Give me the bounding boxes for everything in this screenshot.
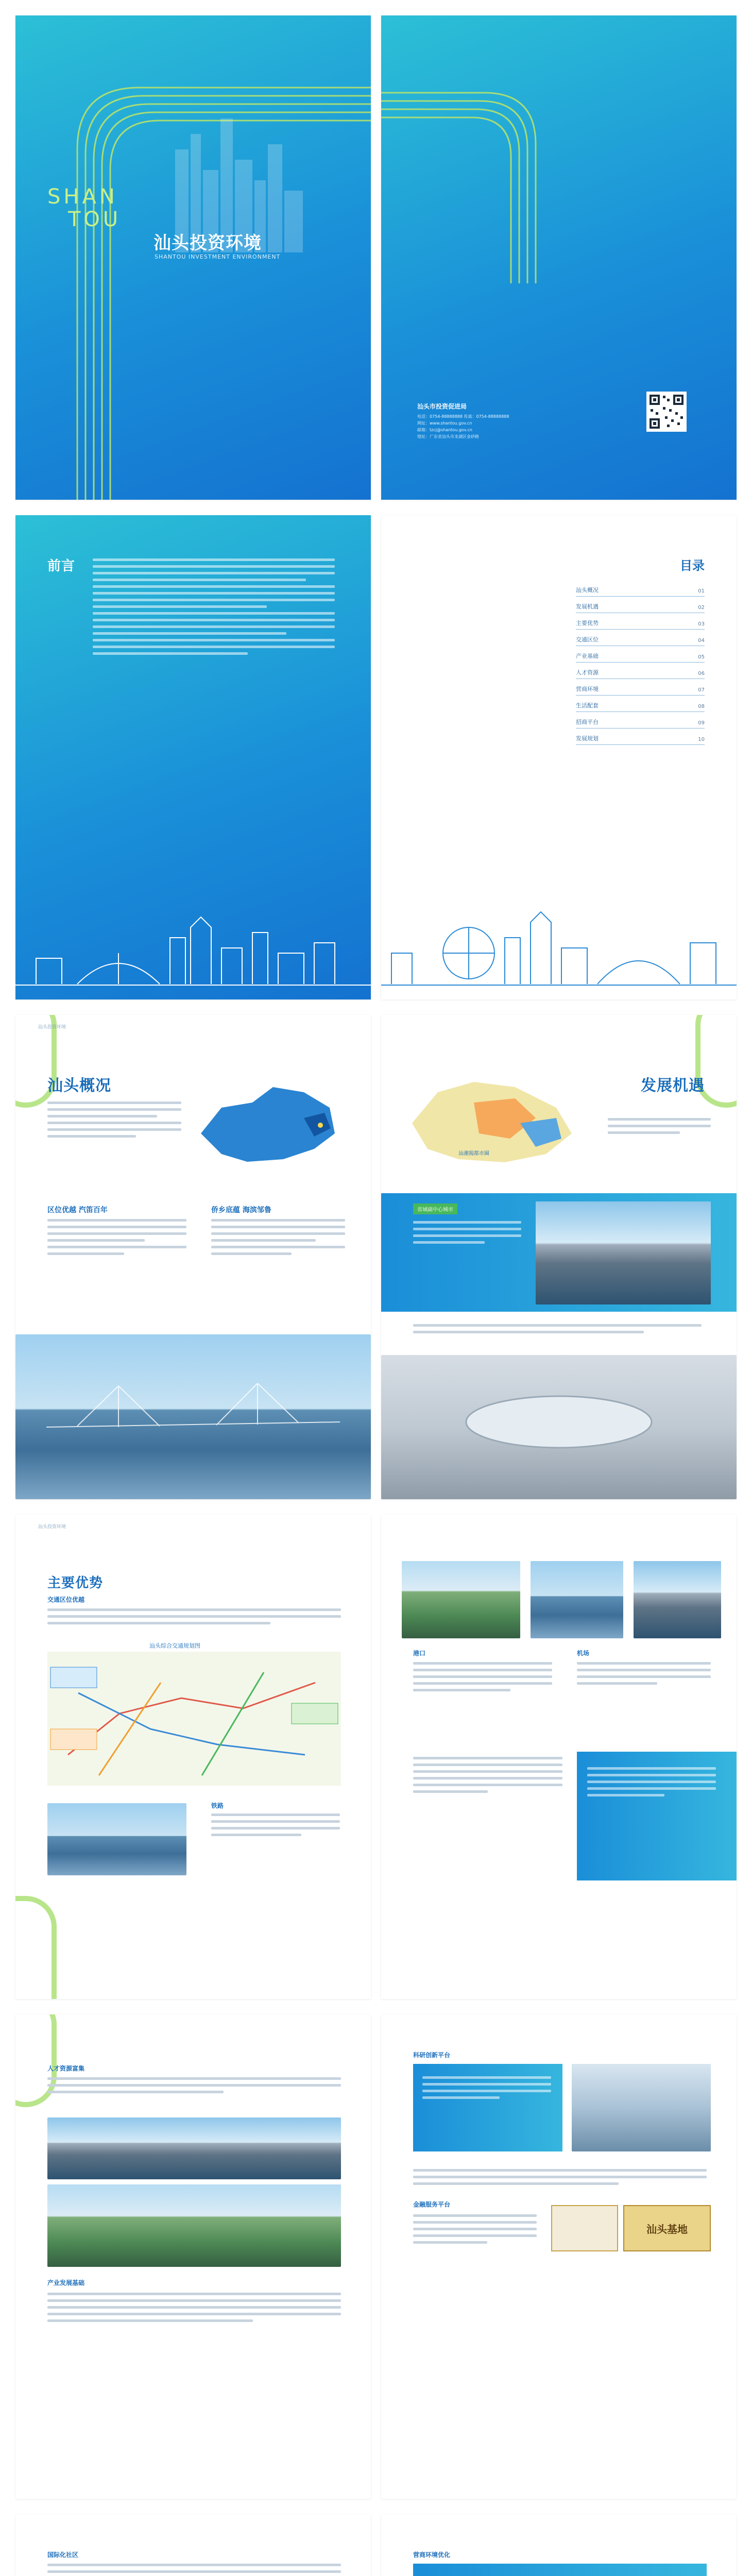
cover-title: 汕头投资环境 [153,233,262,253]
running-head: 汕头投资环境 [38,1025,66,1030]
cover-brand-en-top: SHAN [47,185,118,209]
toc-item[interactable] [576,681,705,696]
preface-text-block [93,558,335,659]
policy-banner [413,2564,707,2576]
opportunity-heading: 发展机遇 [641,1077,705,1095]
platform-text [413,2214,537,2248]
toc-item[interactable] [576,582,705,597]
advantages-sub-airport: 机场 [577,1650,590,1657]
toc-item[interactable] [576,632,705,646]
back-contact-line: 地址：广东省汕头市龙湖区金砂路 [417,434,479,439]
toc-item-page: 04 [698,638,705,643]
toc-item-label: 生活配套 [576,702,599,709]
overview-col1-text [47,1219,186,1259]
port-photo [402,1561,520,1638]
toc-item-page: 06 [698,671,705,676]
toc-item-label: 交通区位 [576,636,599,643]
port-text [413,1662,552,1696]
lab-band-text [422,2076,551,2103]
back-contact-line: 邮箱：tzcj@shantou.gov.cn [417,428,472,432]
rail-text [211,1814,340,1840]
toc-item-page: 09 [698,720,705,726]
transport-map-title: 汕头综合交通规划图 [149,1642,200,1649]
innovation-page [381,2014,737,2499]
toc-item[interactable] [576,665,705,679]
talent-text [47,2077,341,2097]
toc-item-label: 发展规划 [576,735,599,742]
industry-text [47,2293,341,2326]
university-photo [47,2117,341,2179]
policy-heading: 营商环境优化 [413,2551,451,2558]
back-contact-line: 电话：0754-88888888 传真：0754-88888888 [417,414,509,419]
running-head: 汕头投资环境 [38,1524,66,1530]
seal-text: 汕头基地 [646,2223,688,2235]
toc-item-page: 01 [698,588,705,594]
advantages-text-2 [413,1757,562,1797]
toc-item-page: 03 [698,621,705,627]
toc-item-page: 02 [698,605,705,611]
cover-brand-en-bottom: TOU [68,208,122,231]
preface-page [15,515,371,999]
stadium-photo [381,1355,737,1499]
overview-col2-text [211,1219,345,1259]
bridge-photo [15,1334,371,1499]
toc-item-label: 招商平台 [576,719,599,725]
toc-item-page: 07 [698,687,705,693]
overview-sub-1: 区位优越 汽笛百年 [47,1206,108,1214]
toc-item[interactable] [576,599,705,613]
overview-heading: 汕头概况 [47,1077,111,1095]
talent-sub-2: 产业发展基础 [47,2279,85,2286]
life-page [15,2514,371,2576]
guangdong-map [191,1072,345,1175]
city-cluster-map [402,1061,587,1175]
lab-text [413,2169,707,2189]
back-cover [381,15,737,500]
advantages-band-text [587,1767,716,1801]
preface-heading: 前言 [47,558,76,574]
toc-item-label: 汕头概况 [576,587,599,594]
toc-page [381,515,737,999]
life-text [47,2564,341,2576]
cover-subtitle: SHANTOU INVESTMENT ENVIRONMENT [155,253,281,260]
opportunity-band-text [413,1221,521,1248]
front-cover [15,15,371,500]
back-org: 汕头市投资促进局 [417,403,467,410]
railway-photo [634,1561,721,1638]
life-sub-1: 国际化社区 [47,2551,79,2558]
advantages-sub-rail: 铁路 [211,1802,224,1809]
toc-item-label: 发展机遇 [576,603,599,610]
toc-item-label: 人才资源 [576,669,599,676]
toc-item-page: 05 [698,654,705,660]
advantages-text [47,1608,341,1629]
toc-item[interactable] [576,648,705,663]
lab-photo [572,2064,711,2151]
city-photo [536,1201,711,1304]
policy-page [381,2514,737,2576]
back-contact [417,413,509,440]
certificate-plaque-2 [623,2205,711,2251]
overview-page [15,1015,371,1499]
toc-item-label: 营商环境 [576,686,599,692]
toc-item-page: 10 [698,737,705,742]
opportunity-text-2 [413,1324,702,1337]
overview-text-block [47,1101,181,1142]
toc-item[interactable] [576,698,705,712]
airport-text [577,1662,711,1689]
toc-item-label: 产业基础 [576,653,599,659]
toc-item[interactable] [576,731,705,745]
campus-photo [47,2184,341,2267]
advantages-heading: 主要优势 [47,1575,104,1591]
toc-item[interactable] [576,615,705,630]
platform-heading: 金融服务平台 [413,2201,451,2208]
talent-page [15,2014,371,2499]
toc-heading: 目录 [680,558,705,573]
map-label: 汕潮揭都市圈 [458,1151,489,1157]
transport-map [47,1652,341,1786]
advantages-sub-port: 港口 [413,1650,426,1657]
opportunity-text [608,1118,711,1138]
advantages-page-2 [381,1515,737,1999]
opportunity-tag: 省域副中心城市 [413,1204,457,1214]
toc-item-page: 08 [698,704,705,709]
decor-curve [15,1896,57,1999]
talent-sub-1: 人才资源富集 [47,2065,85,2072]
cover-brand-en [47,185,121,231]
advantages-page [15,1515,371,1999]
airport-photo [531,1561,623,1638]
preface-skyline-illustration [15,896,371,999]
toc-item-label: 主要优势 [576,620,599,626]
highway-photo [47,1803,186,1875]
qr-code-icon [646,392,687,432]
overview-sub-2: 侨乡底蕴 海滨邹鲁 [211,1206,271,1214]
advantages-sub-1: 交通区位优越 [47,1596,85,1603]
back-contact-line: 网址：www.shantou.gov.cn [417,421,472,426]
certificate-plaque-1 [551,2205,618,2251]
toc-item[interactable] [576,714,705,728]
toc-skyline-illustration [381,896,737,999]
opportunity-page [381,1015,737,1499]
lab-heading: 科研创新平台 [413,2052,451,2059]
